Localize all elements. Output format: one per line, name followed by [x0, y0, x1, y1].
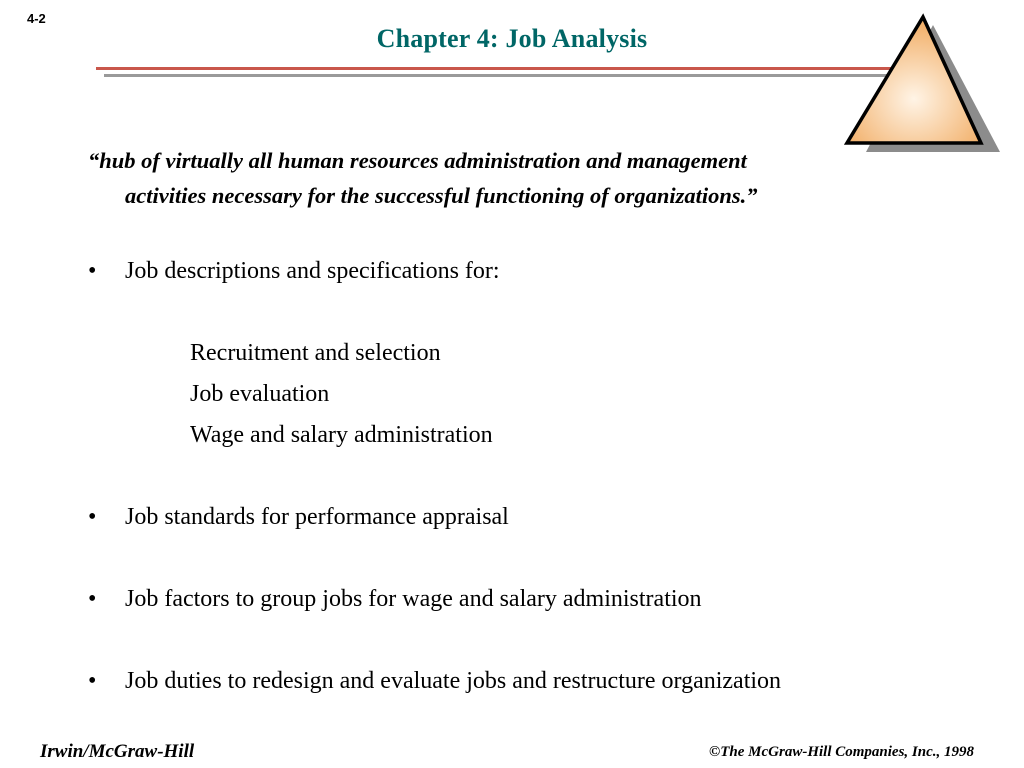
- bullet-marker: •: [88, 668, 97, 694]
- bullet-marker: •: [88, 586, 97, 612]
- footer-copyright: ©The McGraw-Hill Companies, Inc., 1998: [709, 744, 974, 760]
- sub-item: Recruitment and selection: [190, 340, 441, 366]
- bullet-marker: •: [88, 504, 97, 530]
- bullet-text: Job factors to group jobs for wage and salary administration: [125, 586, 702, 612]
- title-rule-bottom: [104, 74, 906, 77]
- sub-item: Wage and salary administration: [190, 422, 493, 448]
- slide-title: Chapter 4: Job Analysis: [376, 24, 648, 53]
- triangle-logo-icon: [840, 12, 1005, 160]
- quote-line-2: activities necessary for the successful functioning of organizations.”: [125, 183, 758, 208]
- bullet-text: Job standards for performance appraisal: [125, 504, 509, 530]
- bullet-text: Job duties to redesign and evaluate jobs and restructure organization: [125, 668, 782, 694]
- bullet-item: [88, 586, 702, 613]
- sub-item: Job evaluation: [190, 381, 330, 407]
- bullet-item: [88, 668, 781, 695]
- bullet-item: [88, 258, 500, 285]
- slide-number: 4-2: [27, 11, 46, 26]
- footer-publisher: Irwin/McGraw-Hill: [40, 741, 195, 762]
- bullet-marker: •: [88, 258, 97, 284]
- bullet-text: Job descriptions and specifications for:: [125, 258, 500, 284]
- title-rule-top: [96, 67, 906, 70]
- quote-line-1: “hub of virtually all human resources administration and management: [88, 148, 747, 173]
- bullet-item: [88, 504, 509, 531]
- definition-quote: [88, 143, 948, 213]
